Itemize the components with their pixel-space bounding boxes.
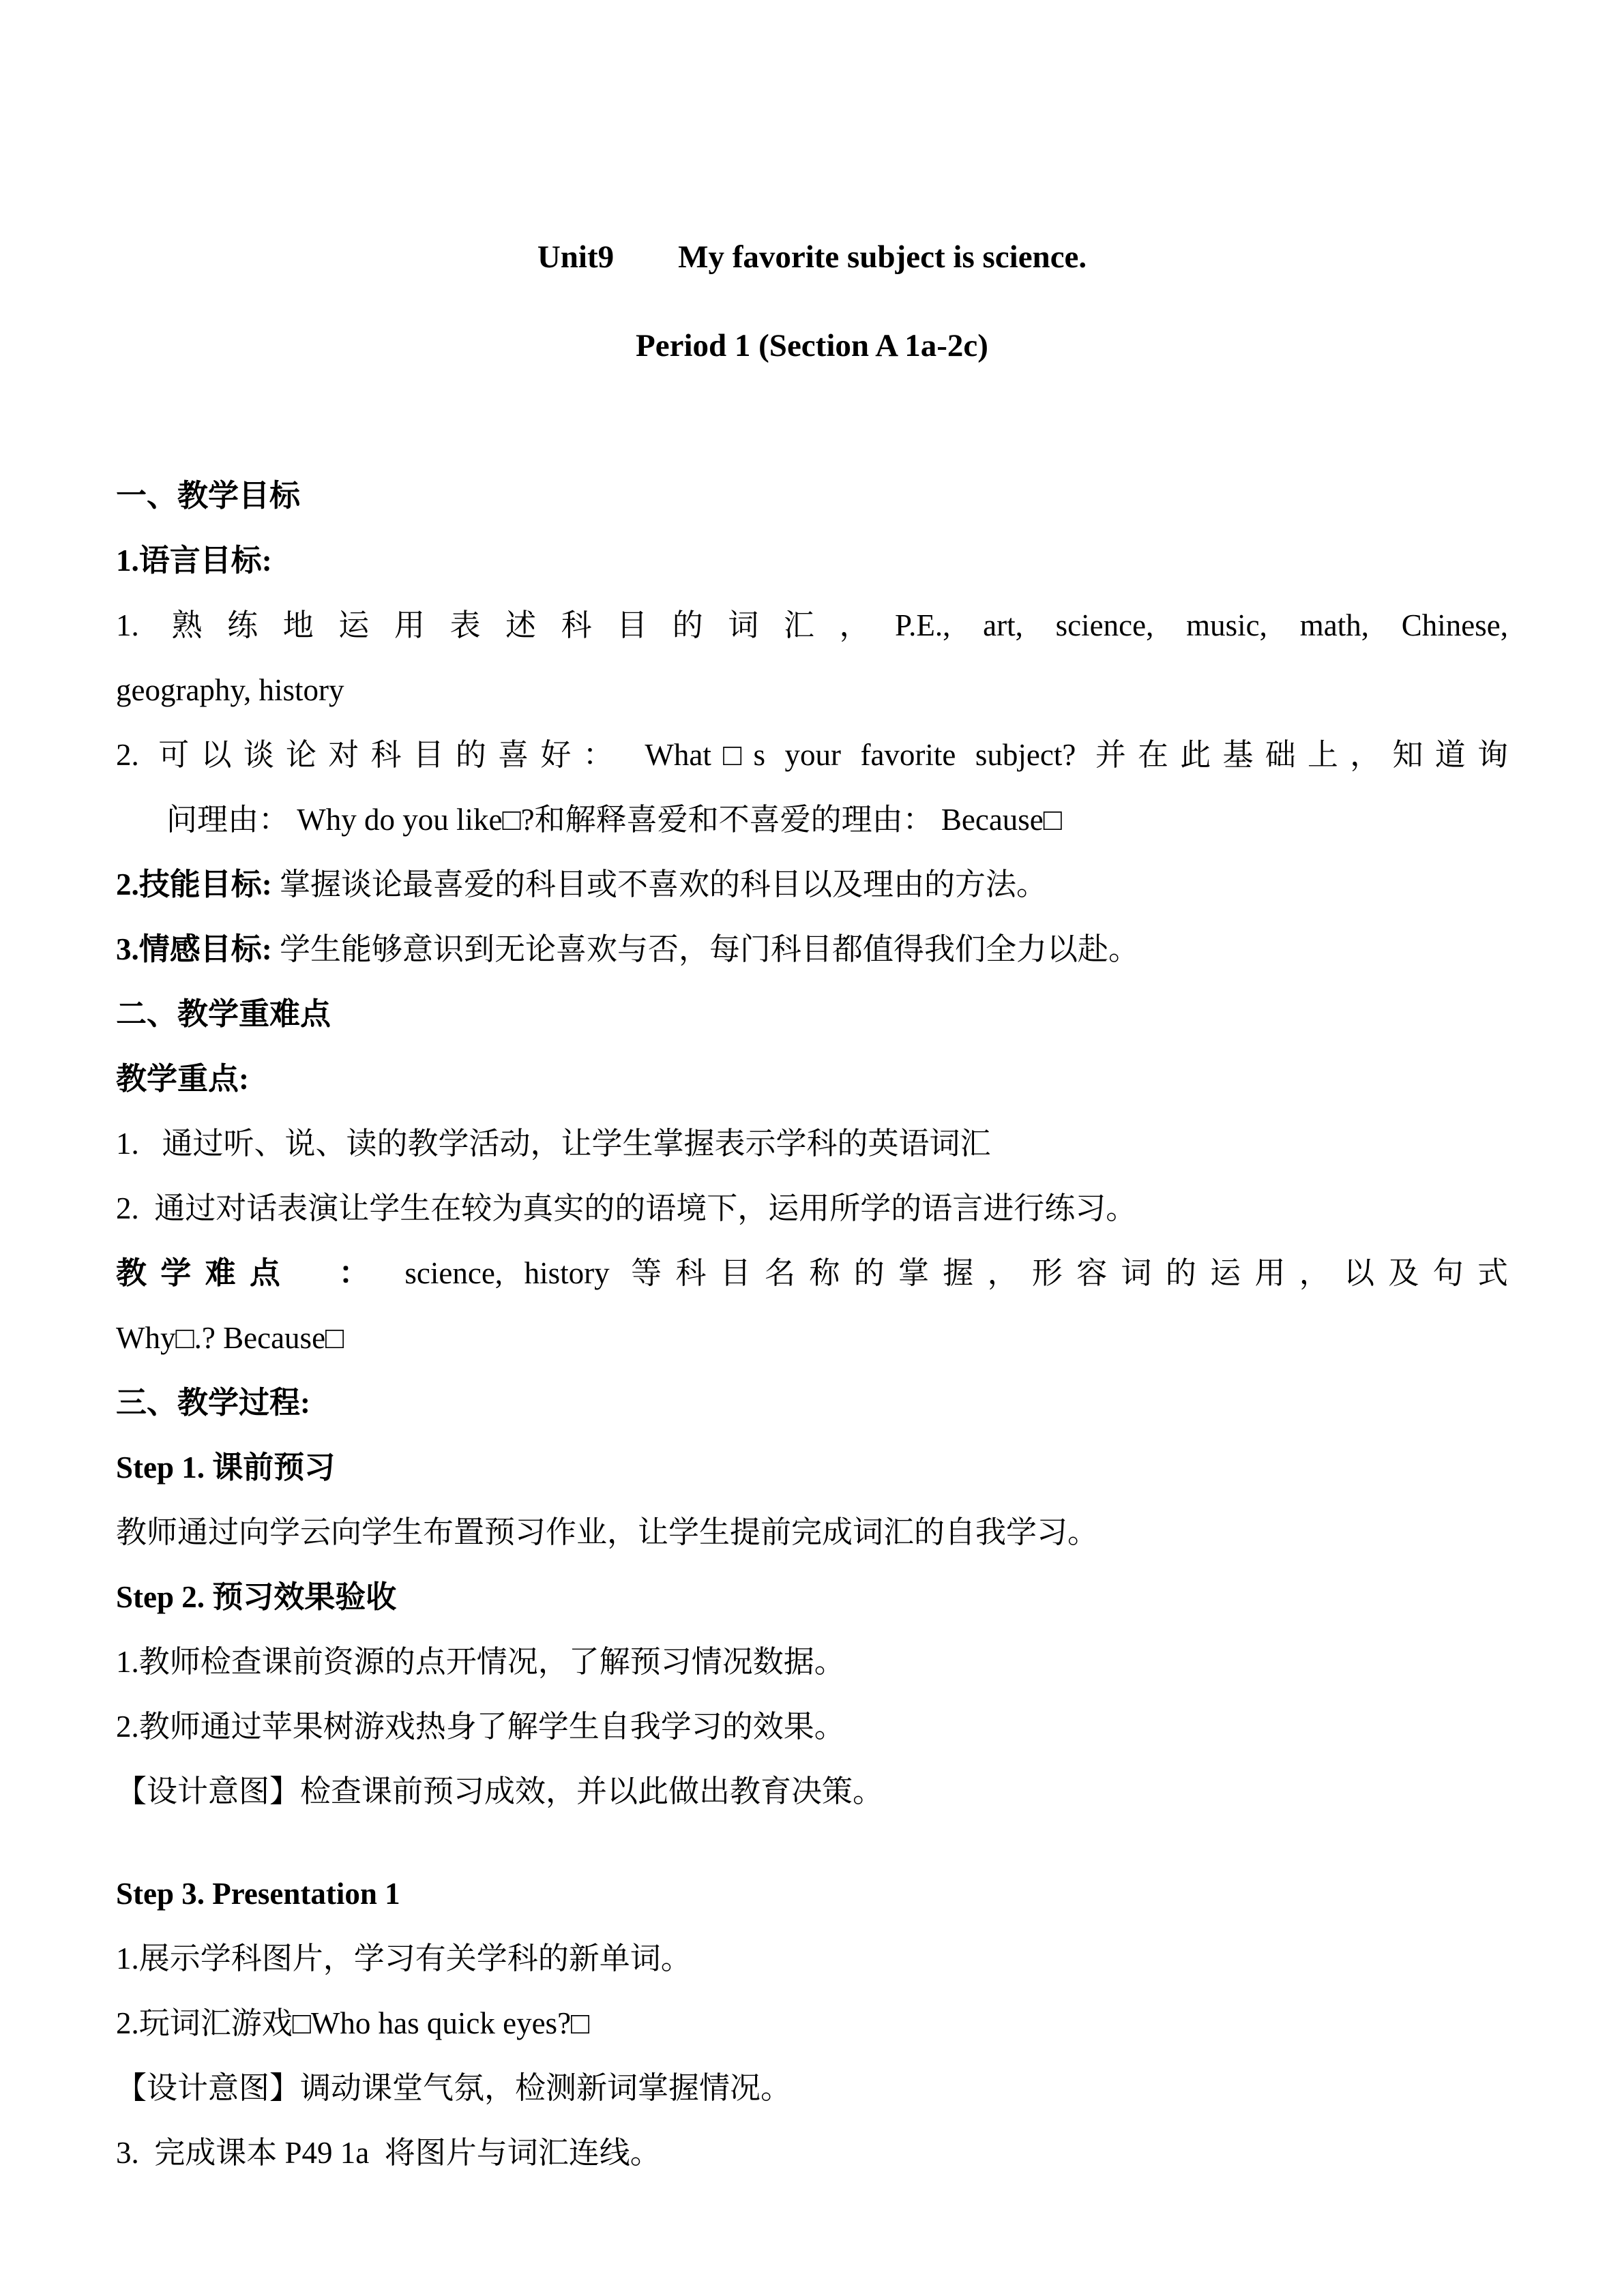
emotion-goal-text: 学生能够意识到无论喜欢与否，每门科目都值得我们全力以赴。	[271, 932, 1140, 966]
heading-language-goal: 1.语言目标:	[116, 543, 272, 578]
paragraph-language-goal-item2-line1: 2. 可以谈论对科目的喜好： What□s your favorite subject? 并在此基础上，知道询	[116, 738, 1508, 772]
paragraph-step3-p3: 【设计意图】调动课堂气氛，检测新词掌握情况。	[116, 2071, 792, 2105]
heading-teaching-goals: 一、教学目标	[116, 479, 301, 513]
heading-teaching-process: 三、教学过程:	[116, 1386, 310, 1420]
heading-step3: Step 3. Presentation 1	[116, 1877, 400, 1911]
paragraph-language-goal-item2-line2: 问理由： Why do you like□?和解释喜爱和不喜爱的理由： Because□	[166, 803, 1062, 837]
emotion-goal-label: 3.情感目标:	[116, 932, 272, 966]
difficulty-label: 教学难点 ：	[116, 1256, 383, 1290]
paragraph-step2-p3: 【设计意图】检查课前预习成效，并以此做出教育决策。	[116, 1774, 884, 1808]
paragraph-step3-p4: 3. 完成课本 P49 1a 将图片与词汇连线。	[116, 2136, 661, 2170]
paragraph-step1-p1: 教师通过向学云向学生布置预习作业，让学生提前完成词汇的自我学习。	[116, 1515, 1099, 1549]
paragraph-step3-p1: 1.展示学科图片，学习有关学科的新单词。	[116, 1941, 692, 1976]
heading-key-points: 二、教学重难点	[116, 997, 331, 1031]
paragraph-emotion-goal	[116, 917, 1508, 982]
paragraph-difficulty-line1	[116, 1241, 1508, 1306]
paragraph-difficulty-line2: Why□.? Because□	[116, 1321, 344, 1355]
skill-goal-text: 掌握谈论最喜爱的科目或不喜欢的科目以及理由的方法。	[271, 867, 1048, 901]
doc-title-line2: Period 1 (Section A 1a-2c)	[636, 328, 988, 363]
document-title-block	[116, 0, 1508, 378]
paragraph-skill-goal	[116, 852, 1508, 917]
difficulty-text: science, history 等科目名称的掌握，形容词的运用，以及句式	[383, 1256, 1508, 1290]
paragraph-language-goal-item1-line2: geography, history	[116, 673, 344, 707]
heading-step2: Step 2. 预习效果验收	[116, 1580, 397, 1614]
paragraph-step2-p1: 1.教师检查课前资源的点开情况，了解预习情况数据。	[116, 1645, 845, 1679]
skill-goal-label: 2.技能目标:	[116, 867, 272, 901]
paragraph-step2-p2: 2.教师通过苹果树游戏热身了解学生自我学习的效果。	[116, 1710, 845, 1744]
paragraph-language-goal-item1-line1: 1. 熟练地运用表述科目的词汇，P.E., art, science, music, math, Chinese,	[116, 608, 1508, 642]
paragraph-step3-p2: 2.玩词汇游戏□Who has quick eyes?□	[116, 2006, 590, 2040]
document-body	[116, 464, 1508, 2186]
doc-title-line1: Unit9 My favorite subject is science.	[537, 239, 1087, 275]
paragraph-focus-item2: 2. 通过对话表演让学生在较为真实的的语境下，运用所学的语言进行练习。	[116, 1191, 1137, 1225]
heading-teaching-focus: 教学重点:	[116, 1062, 249, 1096]
paragraph-focus-item1: 1. 通过听、说、读的教学活动，让学生掌握表示学科的英语词汇	[116, 1127, 991, 1161]
heading-step1: Step 1. 课前预习	[116, 1450, 336, 1485]
